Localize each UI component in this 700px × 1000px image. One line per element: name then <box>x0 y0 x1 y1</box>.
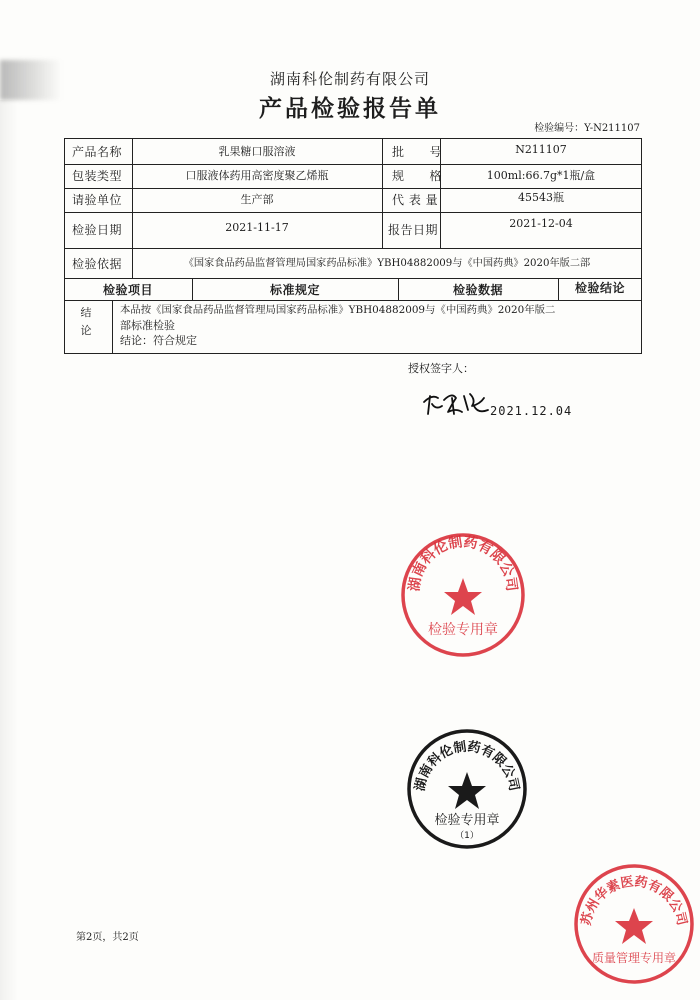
product-name-value: 乳果糖口服溶液 <box>218 145 296 158</box>
svg-text:苏州华素医药有限公司: 苏州华素医药有限公司 <box>579 874 689 927</box>
row-divider <box>64 164 642 165</box>
svg-text:检验专用章: 检验专用章 <box>434 813 500 828</box>
requester-label: 请验单位 <box>72 193 123 207</box>
conclusion-label-char: 结 <box>80 306 92 319</box>
conclusion-label-char: 论 <box>80 324 92 337</box>
col-divider <box>112 300 113 354</box>
svg-text:湖南科伦制药有限公司: 湖南科伦制药有限公司 <box>406 534 520 593</box>
requester-value: 生产部 <box>240 193 274 206</box>
row-divider <box>64 300 642 301</box>
svg-text:质量管理专用章: 质量管理专用章 <box>591 951 677 965</box>
document-title: 产品检验报告单 <box>259 95 441 122</box>
test-date-value: 2021-11-17 <box>225 221 289 234</box>
conclusion-label <box>78 304 94 340</box>
signature-date: 2021.12.04 <box>490 404 573 418</box>
batch-label: 批 号 <box>392 145 443 159</box>
company-name: 湖南科伦制药有限公司 <box>269 70 430 88</box>
test-date-label: 检验日期 <box>72 223 123 237</box>
basis-value: 《国家食品药品监督管理局国家药品标准》YBH04882009与《中国药典》2020年版二部 <box>183 258 591 269</box>
col-header-data: 检验数据 <box>452 283 503 297</box>
basis-label: 检验依据 <box>72 257 123 271</box>
col-header-standard: 标准规定 <box>269 283 320 297</box>
document-number: 检验编号：Y-N211107 <box>534 123 640 134</box>
black-inspection-seal <box>404 726 530 852</box>
report-date-label: 报告日期 <box>388 223 439 237</box>
conclusion-line: 部标准检验 <box>120 319 175 332</box>
package-type-label: 包装类型 <box>72 169 123 183</box>
red-quality-seal <box>570 860 698 988</box>
page-number: 第2页，共2页 <box>76 932 139 943</box>
col-header-result: 检验结论 <box>574 281 625 295</box>
row-divider <box>64 248 642 249</box>
svg-text:（1）: （1） <box>455 831 479 841</box>
col-header-item: 检验项目 <box>102 283 153 297</box>
signatory-label: 授权签字人： <box>408 362 474 375</box>
row-divider <box>64 212 642 213</box>
spec-label: 规 格 <box>392 169 443 183</box>
handwritten-signature <box>418 386 498 422</box>
batch-value: N211107 <box>515 143 567 156</box>
row-divider <box>64 188 642 189</box>
svg-text:检验专用章: 检验专用章 <box>428 622 498 638</box>
report-date-value: 2021-12-04 <box>509 217 573 230</box>
col-divider <box>382 138 383 248</box>
conclusion-line: 本品按《国家食品药品监督管理局国家药品标准》YBH04882009与《中国药典》2020年版二 <box>120 304 556 316</box>
svg-text:湖南科伦制药有限公司: 湖南科伦制药有限公司 <box>412 739 522 793</box>
sample-size-label: 代 表 量 <box>392 193 439 207</box>
red-inspection-seal <box>398 530 528 660</box>
row-divider <box>64 278 642 279</box>
scan-edge <box>0 100 18 1000</box>
conclusion-line: 结论：符合规定 <box>120 334 197 347</box>
sample-size-value: 45543瓶 <box>518 191 564 204</box>
spec-value: 100ml:66.7g*1瓶/盒 <box>486 169 596 182</box>
conclusion-text <box>120 303 640 348</box>
product-name-label: 产品名称 <box>72 145 123 159</box>
package-type-value: 口服液体药用高密度聚乙烯瓶 <box>185 169 329 182</box>
